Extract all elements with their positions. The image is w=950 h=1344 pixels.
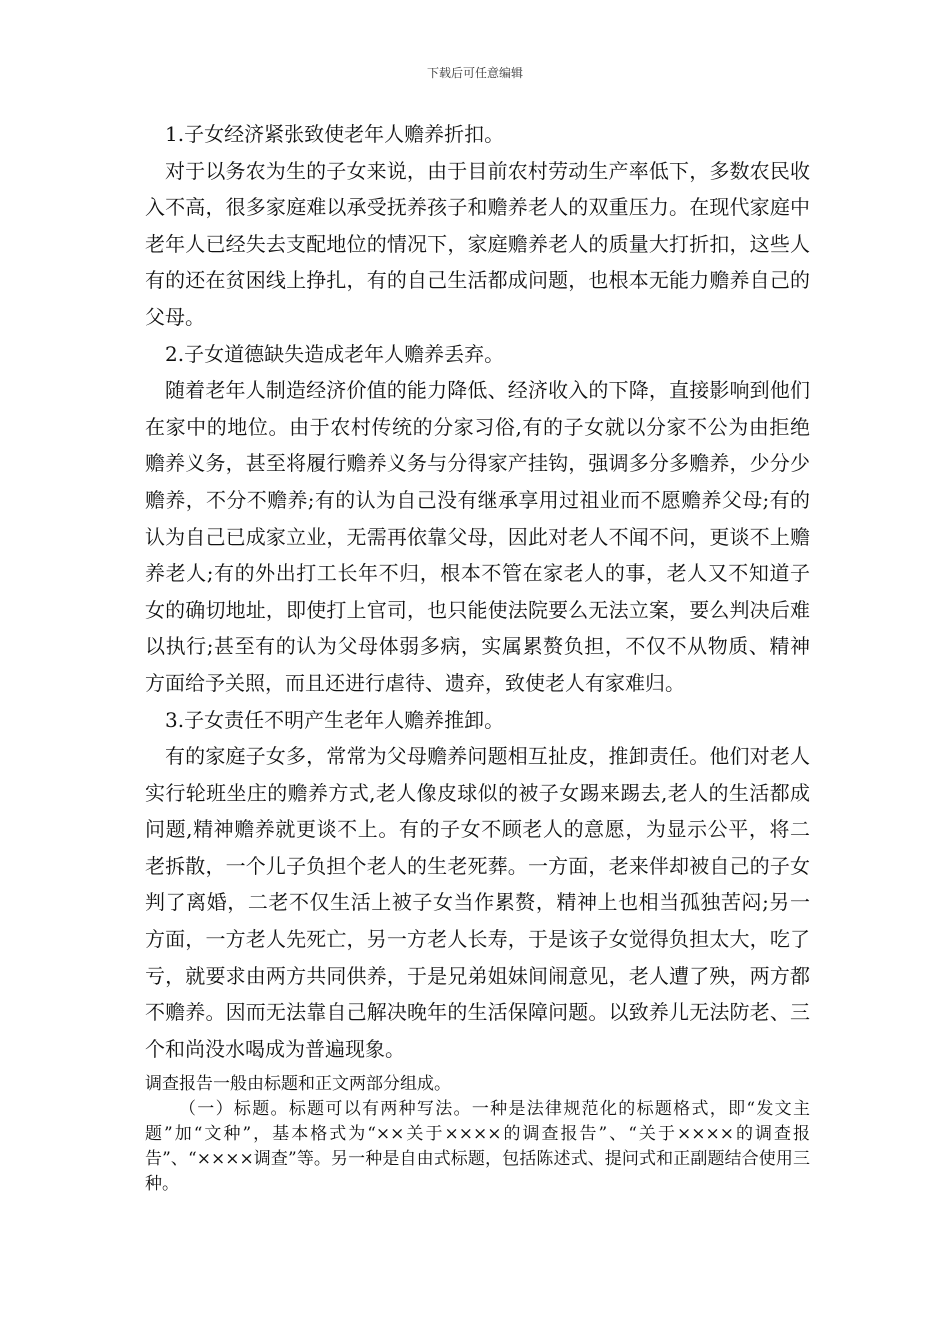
report-section: [145, 1072, 810, 1197]
paragraph-3: 有的家庭子女多，常常为父母赡养问题相互扯皮，推卸责任。他们对老人实行轮班坐庄的赡养方式,老人像皮球似的被子女踢来踢去,老人的生活都成问题,精神赡养就更谈不上。有的子女不顾老人的意愿，为显示公平，将二老拆散，一个儿子负担个老人的生老死葬。一方面，老来伴却被自己的子女判了离婚，二老不仅生活上被子女当作累赘，精神上也相当孤独苦闷;另一方面，一方老人先死亡，另一方老人长寿，于是该子女觉得负担太大，吃了亏，就要求由两方共同供养，于是兄弟姐妹间闹意见，老人遭了殃，两方都不赡养。因而无法靠自己解决晚年的生活保障问题。以致养儿无法防老、三个和尚没水喝成为普遍现象。: [145, 744, 810, 1061]
heading-3: 3.子女责任不明产生老年人赡养推卸。: [165, 707, 505, 732]
paragraph-1: 对于以务农为生的子女来说，由于目前农村劳动生产率低下，多数农民收入不高，很多家庭难以承受抚养孩子和赡养老人的双重压力。在现代家庭中老年人已经失去支配地位的情况下，家庭赡养老人的质量大打折扣，这些人有的还在贫困线上挣扎，有的自己生活都成问题，也根本无能力赡养自己的父母。: [145, 158, 810, 329]
page-header: 下载后可任意编辑: [426, 66, 523, 80]
heading-2: 2.子女道德缺失造成老年人赡养丢弃。: [165, 341, 505, 366]
main-body: [145, 116, 810, 1067]
heading-1: 1.子女经济紧张致使老年人赡养折扣。: [165, 122, 505, 146]
section-paragraph: （一）标题。标题可以有两种写法。一种是法律规范化的标题格式，即“发文主题”加“文种”，基本格式为“××关于××××的调查报告”、“关于××××的调查报告”、“××××调查”等。另一种是自由式标题，包括陈述式、提问式和正副题结合使用三种。: [145, 1099, 810, 1194]
paragraph-2: 随着老年人制造经济价值的能力降低、经济收入的下降，直接影响到他们在家中的地位。由于农村传统的分家习俗,有的子女就以分家不公为由拒绝赡养义务，甚至将履行赡养义务与分得家产挂钩，强调多分多赡养，少分少赡养，不分不赡养;有的认为自己没有继承享用过祖业而不愿赡养父母;有的认为自己已成家立业，无需再依靠父母，因此对老人不闻不问，更谈不上赡养老人;有的外出打工长年不归，根本不管在家老人的事，老人又不知道子女的确切地址，即使打上官司，也只能使法院要么无法立案，要么判决后难以执行;甚至有的认为父母体弱多病，实属累赘负担，不仅不从物质、精神方面给予关照，而且还进行虐待、遗弃，致使老人有家难归。: [145, 378, 810, 695]
section-intro: 调查报告一般由标题和正文两部分组成。: [145, 1074, 451, 1094]
